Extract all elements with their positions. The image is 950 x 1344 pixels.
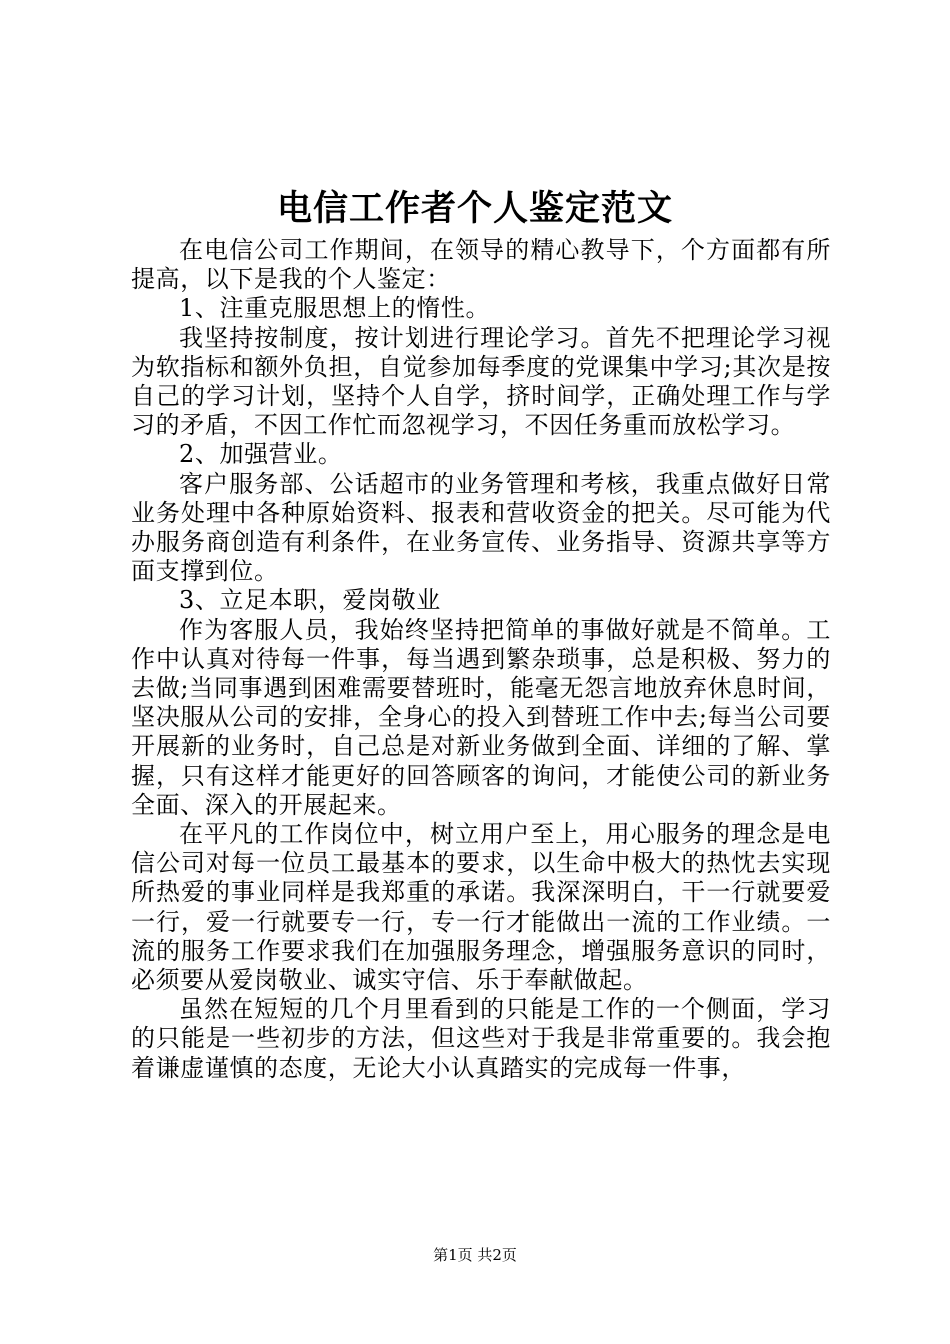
page-footer: 第1页 共2页 (433, 1246, 517, 1264)
heading-1: 1、注重克服思想上的惰性。 (179, 294, 491, 323)
paragraph-1: 我坚持按制度，按计划进行理论学习。首先不把理论学习视为软指标和额外负担，自觉参加每季度的党课集中学习;其次是按自己的学习计划，坚持个人自学，挤时间学，正确处理工作与学习的矛盾，不因工作忙而忽视学习，不因任务重而放松学习。 (131, 323, 831, 440)
paragraph-4: 在平凡的工作岗位中，树立用户至上，用心服务的理念是电信公司对每一位员工最基本的要求，以生命中极大的热忱去实现所热爱的事业同样是我郑重的承诺。我深深明白，干一行就要爱一行，爱一行就要专一行，专一行才能做出一流的工作业绩。一流的服务工作要求我们在加强服务理念，增强服务意识的同时，必须要从爱岗敬业、诚实守信、乐于奉献做起。 (131, 820, 831, 995)
heading-2: 2、加强营业。 (179, 440, 343, 469)
document-title: 电信工作者个人鉴定范文 (276, 188, 673, 229)
paragraph-5: 虽然在短短的几个月里看到的只能是工作的一个侧面，学习的只能是一些初步的方法，但这些对于我是非常重要的。我会抱着谦虚谨慎的态度，无论大小认真踏实的完成每一件事， (131, 995, 831, 1082)
paragraph-intro: 在电信公司工作期间，在领导的精心教导下，个方面都有所提高，以下是我的个人鉴定： (131, 236, 831, 294)
document-body (131, 236, 831, 1083)
heading-3: 3、立足本职，爱岗敬业 (179, 586, 441, 615)
paragraph-2: 客户服务部、公话超市的业务管理和考核，我重点做好日常业务处理中各种原始资料、报表和营收资金的把关。尽可能为代办服务商创造有利条件，在业务宣传、业务指导、资源共享等方面支撑到位。 (131, 469, 831, 586)
paragraph-3: 作为客服人员，我始终坚持把简单的事做好就是不简单。工作中认真对待每一件事，每当遇到繁杂琐事，总是积极、努力的去做;当同事遇到困难需要替班时，能毫无怨言地放弃休息时间，坚决服从公司的安排，全身心的投入到替班工作中去;每当公司要开展新的业务时，自己总是对新业务做到全面、详细的了解、掌握，只有这样才能更好的回答顾客的询问，才能使公司的新业务全面、深入的开展起来。 (131, 615, 831, 819)
